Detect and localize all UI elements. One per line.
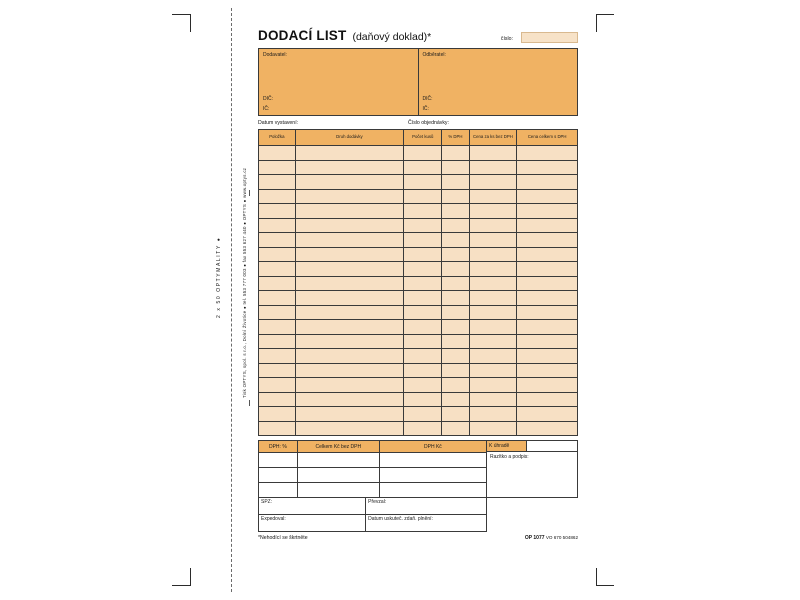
item-cell[interactable] bbox=[517, 349, 578, 364]
summary-cell[interactable] bbox=[259, 483, 298, 498]
item-cell[interactable] bbox=[442, 204, 469, 219]
delivery-note-form bbox=[258, 28, 578, 541]
item-cell[interactable] bbox=[442, 146, 469, 161]
item-cell[interactable] bbox=[259, 363, 296, 378]
table-row bbox=[259, 291, 578, 306]
item-cell[interactable] bbox=[442, 320, 469, 335]
crop-mark-top-left-h bbox=[172, 14, 190, 15]
item-cell[interactable] bbox=[442, 218, 469, 233]
item-cell[interactable] bbox=[295, 392, 403, 407]
item-cell[interactable] bbox=[259, 175, 296, 190]
item-cell[interactable] bbox=[259, 421, 296, 436]
table-row bbox=[259, 407, 578, 422]
item-cell[interactable] bbox=[404, 189, 442, 204]
k-uhrade-row bbox=[487, 441, 577, 452]
item-cell[interactable] bbox=[404, 175, 442, 190]
table-row bbox=[259, 421, 578, 436]
summary-header-dph-kc: DPH Kč bbox=[379, 441, 486, 453]
table-row bbox=[259, 233, 578, 248]
datum-plneni-label[interactable]: Datum uskuteč. zdaň. plnění: bbox=[366, 515, 487, 532]
item-cell[interactable] bbox=[517, 305, 578, 320]
item-cell[interactable] bbox=[259, 378, 296, 393]
item-cell[interactable] bbox=[295, 146, 403, 161]
sidebar-company-text: Tisk OPTYS, spol. s r.o., Dolní Životice ● tel. 553 777 003 ● fax 553 627 440 ● OPTYS ● www.optys.cz bbox=[242, 167, 247, 398]
summary-table bbox=[258, 440, 487, 498]
item-cell[interactable] bbox=[259, 160, 296, 175]
supplier-ic-label: IČ: bbox=[263, 106, 270, 112]
item-cell[interactable] bbox=[259, 276, 296, 291]
supplier-box[interactable] bbox=[259, 49, 418, 115]
sidebar-sheets-text: 2 x 50 OPTYMALITY ● bbox=[216, 236, 222, 318]
table-row bbox=[259, 349, 578, 364]
item-cell[interactable] bbox=[404, 407, 442, 422]
item-cell[interactable] bbox=[442, 160, 469, 175]
table-row bbox=[259, 160, 578, 175]
item-cell[interactable] bbox=[442, 334, 469, 349]
page-title: DODACÍ LIST bbox=[258, 28, 347, 43]
item-cell[interactable] bbox=[469, 291, 517, 306]
item-cell[interactable] bbox=[469, 363, 517, 378]
item-cell[interactable] bbox=[295, 160, 403, 175]
item-cell[interactable] bbox=[295, 233, 403, 248]
item-cell[interactable] bbox=[517, 175, 578, 190]
item-cell[interactable] bbox=[442, 233, 469, 248]
item-cell[interactable] bbox=[517, 421, 578, 436]
expedoval-label[interactable]: Expedoval: bbox=[259, 515, 366, 532]
payment-block bbox=[487, 440, 578, 498]
item-cell[interactable] bbox=[404, 349, 442, 364]
table-row bbox=[259, 453, 487, 468]
item-cell[interactable] bbox=[469, 334, 517, 349]
item-cell[interactable] bbox=[295, 349, 403, 364]
item-cell[interactable] bbox=[259, 407, 296, 422]
item-cell[interactable] bbox=[295, 262, 403, 277]
spz-label[interactable]: SPZ: bbox=[259, 498, 366, 515]
item-cell[interactable] bbox=[259, 204, 296, 219]
crop-mark-bottom-right-h bbox=[596, 585, 614, 586]
supplier-dic-label: DIČ: bbox=[263, 96, 273, 102]
summary-cell[interactable] bbox=[259, 453, 298, 468]
summary-header-celkem-bez-dph: Celkem Kč bez DPH bbox=[297, 441, 379, 453]
item-cell[interactable] bbox=[469, 160, 517, 175]
item-cell[interactable] bbox=[259, 291, 296, 306]
item-cell[interactable] bbox=[442, 189, 469, 204]
item-cell[interactable] bbox=[259, 247, 296, 262]
item-cell[interactable] bbox=[469, 320, 517, 335]
summary-cell[interactable] bbox=[379, 453, 486, 468]
item-cell[interactable] bbox=[295, 291, 403, 306]
item-cell[interactable] bbox=[259, 305, 296, 320]
item-cell[interactable] bbox=[469, 276, 517, 291]
item-cell[interactable] bbox=[517, 276, 578, 291]
item-cell[interactable] bbox=[404, 378, 442, 393]
footnote: *Nehodící se škrtněte bbox=[258, 535, 308, 542]
item-cell[interactable] bbox=[404, 305, 442, 320]
k-uhrade-label: K úhradě bbox=[487, 441, 527, 451]
stamp-and-signature-label[interactable]: Razítko a podpis: bbox=[487, 452, 577, 497]
form-code bbox=[525, 535, 578, 541]
item-cell[interactable] bbox=[517, 291, 578, 306]
order-number-label: Číslo objednávky: bbox=[408, 120, 449, 126]
item-cell[interactable] bbox=[295, 320, 403, 335]
item-cell[interactable] bbox=[404, 334, 442, 349]
table-row bbox=[259, 189, 578, 204]
item-cell[interactable] bbox=[442, 291, 469, 306]
col-header-druh-dodavky: Druh dodávky bbox=[295, 130, 403, 146]
item-cell[interactable] bbox=[442, 363, 469, 378]
item-cell[interactable] bbox=[259, 262, 296, 277]
table-row bbox=[259, 468, 487, 483]
item-cell[interactable] bbox=[517, 407, 578, 422]
customer-dic-label: DIČ: bbox=[422, 96, 433, 102]
table-row bbox=[259, 218, 578, 233]
item-cell[interactable] bbox=[517, 247, 578, 262]
table-row bbox=[259, 320, 578, 335]
item-cell[interactable] bbox=[295, 334, 403, 349]
item-cell[interactable] bbox=[404, 291, 442, 306]
item-cell[interactable] bbox=[442, 175, 469, 190]
table-row bbox=[259, 392, 578, 407]
item-cell[interactable] bbox=[469, 305, 517, 320]
item-cell[interactable] bbox=[469, 349, 517, 364]
item-cell[interactable] bbox=[404, 363, 442, 378]
customer-ic-label: IČ: bbox=[422, 106, 429, 112]
item-cell[interactable] bbox=[295, 247, 403, 262]
form-code-rest: VO 670 504862 bbox=[545, 535, 578, 541]
item-cell[interactable] bbox=[404, 204, 442, 219]
crop-mark-top-right-h bbox=[596, 14, 614, 15]
item-cell[interactable] bbox=[259, 146, 296, 161]
item-cell[interactable] bbox=[517, 146, 578, 161]
item-cell[interactable] bbox=[517, 363, 578, 378]
col-header-cena-za-ks: Cena za ks bez DPH bbox=[469, 130, 517, 146]
item-cell[interactable] bbox=[404, 276, 442, 291]
item-cell[interactable] bbox=[517, 262, 578, 277]
parties-block bbox=[258, 48, 578, 116]
page-subtitle: (daňový doklad)* bbox=[352, 30, 432, 43]
item-cell[interactable] bbox=[404, 421, 442, 436]
item-cell[interactable] bbox=[259, 349, 296, 364]
customer-box[interactable] bbox=[418, 49, 578, 115]
prevzal-label[interactable]: Převzal: bbox=[366, 498, 487, 515]
table-row bbox=[259, 378, 578, 393]
item-cell[interactable] bbox=[295, 189, 403, 204]
col-header-polozka: Položka bbox=[259, 130, 296, 146]
table-row bbox=[259, 498, 487, 515]
item-cell[interactable] bbox=[442, 276, 469, 291]
item-cell[interactable] bbox=[404, 392, 442, 407]
summary-cell[interactable] bbox=[297, 483, 379, 498]
table-row bbox=[259, 146, 578, 161]
summary-cell[interactable] bbox=[379, 483, 486, 498]
item-cell[interactable] bbox=[469, 189, 517, 204]
table-row bbox=[259, 204, 578, 219]
crop-mark-top-right-v bbox=[596, 14, 597, 32]
col-header-dph-procent: % DPH bbox=[442, 130, 469, 146]
item-cell[interactable] bbox=[259, 334, 296, 349]
item-cell[interactable] bbox=[404, 262, 442, 277]
crop-mark-bottom-left-h bbox=[172, 585, 190, 586]
crop-mark-bottom-left-v bbox=[190, 568, 191, 586]
table-row bbox=[259, 334, 578, 349]
item-cell[interactable] bbox=[469, 378, 517, 393]
item-cell[interactable] bbox=[442, 349, 469, 364]
item-cell[interactable] bbox=[517, 233, 578, 248]
item-cell[interactable] bbox=[404, 160, 442, 175]
item-cell[interactable] bbox=[259, 233, 296, 248]
table-row bbox=[259, 483, 487, 498]
item-cell[interactable] bbox=[469, 247, 517, 262]
item-cell[interactable] bbox=[259, 320, 296, 335]
item-cell[interactable] bbox=[469, 262, 517, 277]
item-cell[interactable] bbox=[469, 204, 517, 219]
customer-label: Odběratel: bbox=[422, 52, 446, 58]
summary-block bbox=[258, 440, 578, 498]
item-cell[interactable] bbox=[517, 334, 578, 349]
item-cell[interactable] bbox=[442, 305, 469, 320]
item-cell[interactable] bbox=[259, 392, 296, 407]
col-header-cena-celkem: Cena celkem s DPH bbox=[517, 130, 578, 146]
table-row bbox=[259, 276, 578, 291]
item-cell[interactable] bbox=[517, 392, 578, 407]
item-cell[interactable] bbox=[295, 175, 403, 190]
item-cell[interactable] bbox=[295, 276, 403, 291]
item-cell[interactable] bbox=[295, 204, 403, 219]
item-cell[interactable] bbox=[517, 320, 578, 335]
col-header-pocet-kusu: Počet kusů bbox=[404, 130, 442, 146]
item-cell[interactable] bbox=[295, 305, 403, 320]
item-cell[interactable] bbox=[469, 218, 517, 233]
item-cell[interactable] bbox=[404, 320, 442, 335]
item-cell[interactable] bbox=[404, 233, 442, 248]
issue-date-label: Datum vystavení: bbox=[258, 120, 299, 126]
form-code-bold: OP 1077 bbox=[524, 535, 545, 542]
document-number-label: číslo: bbox=[500, 36, 513, 42]
item-cell[interactable] bbox=[295, 378, 403, 393]
item-cell[interactable] bbox=[442, 262, 469, 277]
item-cell[interactable] bbox=[469, 407, 517, 422]
item-cell[interactable] bbox=[404, 146, 442, 161]
item-cell[interactable] bbox=[517, 160, 578, 175]
item-cell[interactable] bbox=[469, 233, 517, 248]
item-cell[interactable] bbox=[404, 218, 442, 233]
summary-cell[interactable] bbox=[379, 468, 486, 483]
item-cell[interactable] bbox=[469, 421, 517, 436]
item-cell[interactable] bbox=[295, 363, 403, 378]
item-cell[interactable] bbox=[442, 392, 469, 407]
items-table-header-row bbox=[259, 130, 578, 146]
supplier-label: Dodavatel: bbox=[263, 52, 287, 58]
perforation-line bbox=[231, 8, 232, 592]
tick-mark-lower bbox=[249, 400, 250, 406]
summary-cell[interactable] bbox=[297, 453, 379, 468]
summary-cell[interactable] bbox=[259, 468, 298, 483]
item-cell[interactable] bbox=[442, 247, 469, 262]
table-row bbox=[259, 515, 487, 532]
item-cell[interactable] bbox=[442, 421, 469, 436]
item-cell[interactable] bbox=[442, 407, 469, 422]
meta-row bbox=[258, 120, 578, 126]
bottom-block bbox=[258, 498, 578, 532]
item-cell[interactable] bbox=[517, 189, 578, 204]
crop-mark-top-left-v bbox=[190, 14, 191, 32]
item-cell[interactable] bbox=[295, 421, 403, 436]
tick-mark-upper bbox=[249, 190, 250, 196]
item-cell[interactable] bbox=[259, 218, 296, 233]
item-cell[interactable] bbox=[295, 407, 403, 422]
items-table bbox=[258, 129, 578, 436]
item-cell[interactable] bbox=[469, 175, 517, 190]
title-row bbox=[258, 28, 578, 43]
crop-mark-bottom-right-v bbox=[596, 568, 597, 586]
summary-header-dph-pct: DPH: % bbox=[259, 441, 298, 453]
summary-header-row bbox=[259, 441, 487, 453]
item-cell[interactable] bbox=[469, 392, 517, 407]
table-row bbox=[259, 247, 578, 262]
summary-cell[interactable] bbox=[297, 468, 379, 483]
item-cell[interactable] bbox=[295, 218, 403, 233]
table-row bbox=[259, 262, 578, 277]
item-cell[interactable] bbox=[404, 247, 442, 262]
item-cell[interactable] bbox=[259, 189, 296, 204]
k-uhrade-value[interactable] bbox=[527, 441, 577, 451]
item-cell[interactable] bbox=[517, 218, 578, 233]
footer-row bbox=[258, 535, 578, 541]
item-cell[interactable] bbox=[517, 204, 578, 219]
table-row bbox=[259, 175, 578, 190]
document-number-field[interactable] bbox=[521, 32, 578, 43]
table-row bbox=[259, 305, 578, 320]
item-cell[interactable] bbox=[442, 378, 469, 393]
bottom-table bbox=[258, 497, 487, 532]
table-row bbox=[259, 363, 578, 378]
item-cell[interactable] bbox=[517, 378, 578, 393]
item-cell[interactable] bbox=[469, 146, 517, 161]
